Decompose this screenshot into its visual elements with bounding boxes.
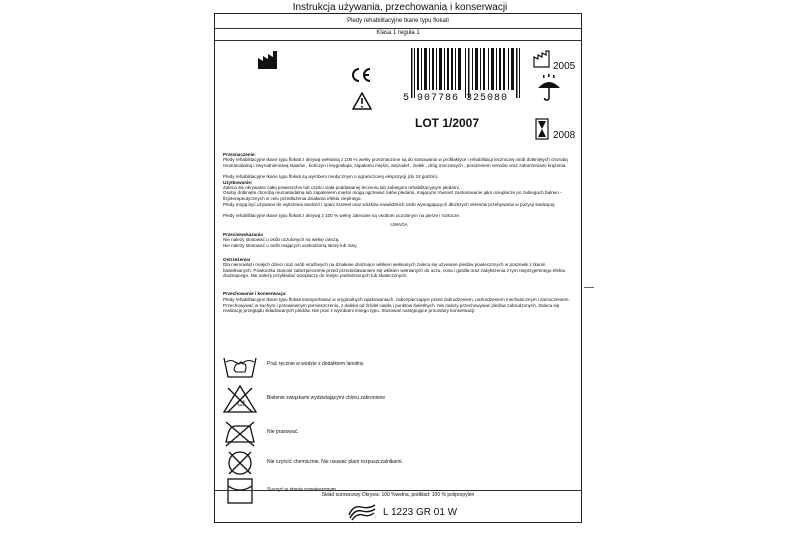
divider: [215, 490, 581, 491]
ce-mark-icon: [350, 67, 372, 83]
product-name: Pledy rehabilitacyjne tkane typu flokati: [347, 18, 449, 24]
section-title-contraindications: Przeciwwskazania: [223, 232, 263, 237]
expiry-year: 2008: [553, 130, 576, 141]
no-dry-clean-icon: [222, 448, 258, 478]
keep-dry-icon: [537, 74, 561, 102]
storage-text: Pledy rehabilitacyjne tkane typu flokati transportować w oryginalnych opakowaniach, zabezpieczające przed zabrudzeniem, uszkodzeniem mechanicznym i zamoczeniem. Przechowywać w suchym i przewiewnym pomieszczeniu, z daleka od źródeł ciepła i punktów świetlnych. Nie należy przechowywać pledów zabrudzonych. Zaleca się realizację przeglądu składowanych pledów. Nie prać z wyrobami innego typu. Stosować następujące procedury konserwacji:: [223, 297, 570, 314]
composition: Skład surowcowy Okrywa: 100 %wełna, podkład: 100 % polipropylen: [321, 492, 475, 498]
usage-text-1: Zaleca się okrywanie całej powierzchni lub części ciała poddawanej leczeniu lub zabiegom rehabilitacyjnym pledami.: [223, 185, 460, 190]
care-row: [222, 418, 562, 450]
page-title: Instrukcja używania, przechowania i konserwacji: [292, 2, 508, 13]
label-document: [214, 13, 582, 523]
manufacturer-icon: [257, 50, 279, 70]
wash-hand-icon: [222, 350, 258, 380]
care-text: Nie prasować.: [267, 429, 299, 435]
class-rule: Klasa 1 reguła 1: [376, 30, 420, 36]
section-title-purpose: Przeznaczenie:: [223, 152, 256, 157]
section-title-usage: Użytkowanie:: [223, 180, 253, 185]
usage-text-3: Pledy mogą być używane do wyłożenia siedzeń i oparć krzeseł oraz wózków inwalidzkich osób wymagających dłuższych okresów przebywania w pozycji siedzącej.: [223, 202, 556, 207]
manufacture-year: 2005: [553, 61, 576, 72]
contraindication-2: Nie należy stosować u osób mających uszkodzoną skórę lub rany.: [223, 243, 358, 248]
barcode-number: 5 907786 325080: [403, 93, 509, 104]
no-iron-icon: [222, 418, 258, 448]
divider: [215, 40, 581, 41]
expiry-date-icon: [535, 118, 549, 140]
warnings-text: Dla niemowląt i małych dzieci oraz osób wrażliwych na działanie drażniące włókien wełnianych zaleca się używanie pledów powleczonych w poszewki z tkanin bawełnianych. Powłoczka stanowi zabezpieczenie przed przedostawaniem się włókien wełnianych do oczu, nosa i gardła oraz zwiększenia z tym nieprzyjemnego efektu drażniącego. Nie należy przykładać ocieplaczy do miejsc podrażnionych lub skaleczonych.: [223, 262, 566, 279]
usage-text-2: Osoby dotknięte chorobą reumatoidalną lub zapaleniem mięśni mogą ogrzewać tułów pledami, mającymi również zastosowanie jako ocieplacze po zabiegach balneo - fizjoterapeutycznych w celu przedłużenia działania efektu cieplnego.: [223, 190, 562, 201]
dry-flat-icon: [222, 476, 258, 506]
product-code: L 1223 GR 01 W: [383, 507, 458, 518]
care-row: [222, 350, 562, 382]
care-text: Nie czyścić chemicznie. Nie usuwać plam rozpuszczalnikami.: [267, 459, 403, 465]
edge-mark: [584, 287, 594, 288]
warning-heading: UWAGA: [390, 222, 408, 227]
divider: [215, 28, 581, 29]
lot-number: LOT 1/2007: [415, 116, 480, 130]
purpose-text-2: Pledy rehabilitacyjne tkane typu flokati są wyrobem medycznym o ograniczonej ekspozycji (do 24 godzin).: [223, 174, 439, 179]
purpose-text: Pledy rehabilitacyjne tkane typu flokati z okrywą wełnianą z 100 % wełny przeznaczone są do stosowania w profilaktyce i rehabilitacji leczniczej osób dotkniętych chorobą reumatoidalną i zwyrodnieniową stawów , kończyn i kręgosłupa, zapaleniu mięśni, więzadeł , ziołek , dróg moczowych , porażeniem nerwów oraz zaburzeniami krążenia.: [223, 157, 568, 168]
care-text: Bielenie związkami wydzielającymi chloru zabronione: [267, 395, 386, 401]
care-text: Prać ręcznie w wodzie z dodatkiem lanoliny.: [267, 361, 365, 367]
svg-text:CI: CI: [237, 399, 245, 408]
caution-icon: [352, 92, 372, 110]
no-bleach-icon: [222, 384, 258, 414]
usage-text-4: Pledy rehabilitacyjne tkane typu flokati z okrywą z 100 % wełny zalecane są osobom uczulonym na pierze i roztocze.: [223, 213, 461, 218]
contraindication-1: Nie należy stosować u osób uczulonych na wełnę owczą.: [223, 237, 340, 242]
manufacture-date-icon: [533, 50, 551, 68]
care-row: [222, 384, 562, 416]
section-title-warnings: Ostrzeżenia!: [223, 257, 251, 262]
care-text: Suszyć w stanie rozwieszonym: [267, 487, 336, 493]
section-title-storage: Przechowanie i konserwacja:: [223, 291, 287, 296]
wool-mark-icon: [347, 503, 377, 521]
